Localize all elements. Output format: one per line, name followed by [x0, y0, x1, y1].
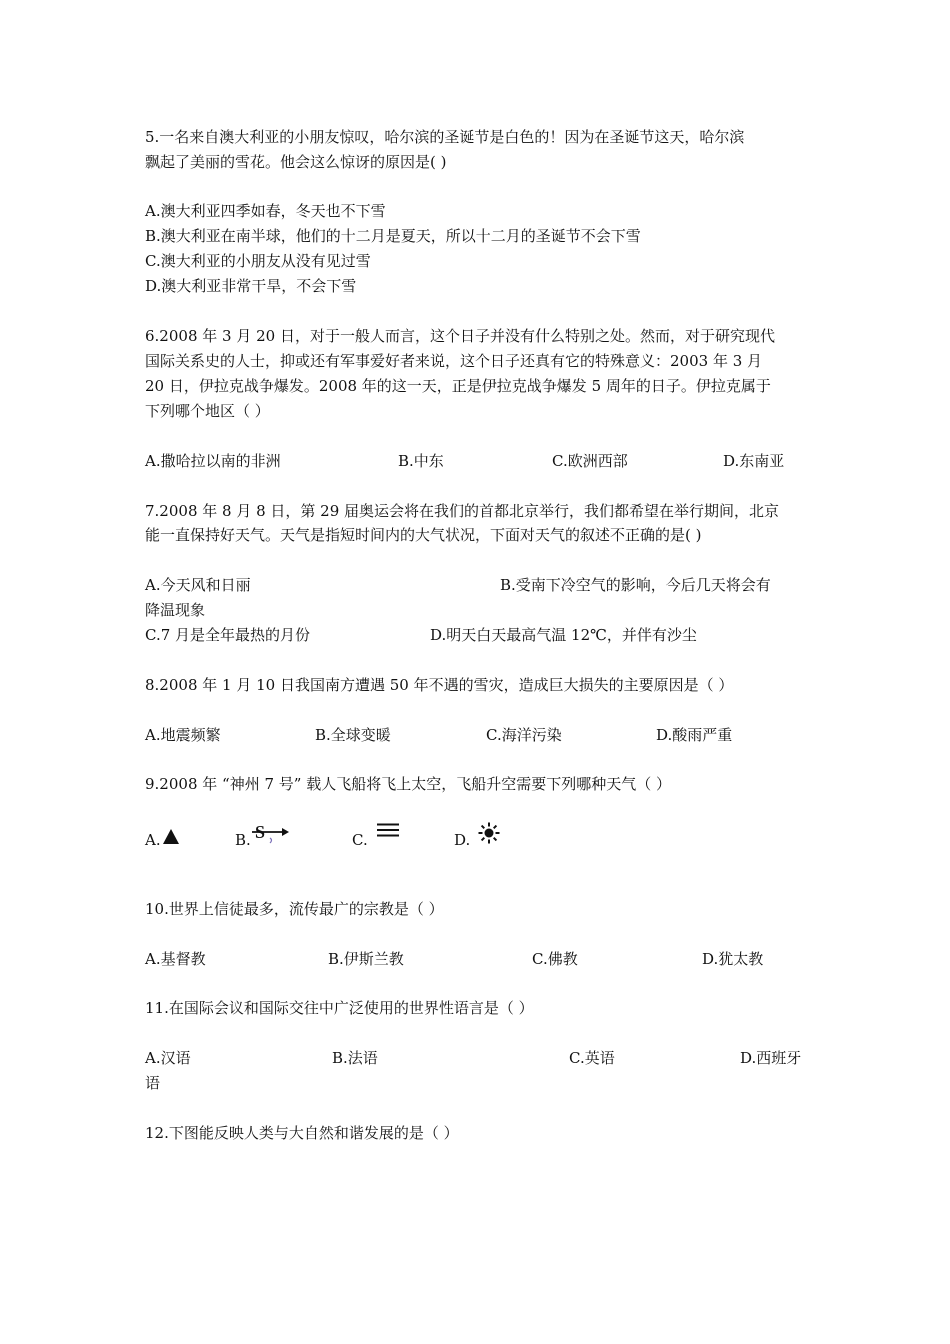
q10-option-c: C.佛教	[532, 950, 578, 968]
q7-option-a: A.今天风和日丽	[145, 576, 251, 594]
q7-option-c: C.7 月是全年最热的月份	[145, 626, 311, 644]
q8-stem: 8.2008 年 1 月 10 日我国南方遭遇 50 年不遇的雪灾，造成巨大损失的主要原因是（ ）	[145, 676, 734, 694]
q7-stem-line-1: 7.2008 年 8 月 8 日，第 29 届奥运会将在我们的首都北京举行，我们都希望在举行期间，北京	[145, 502, 780, 520]
q8-option-b: B.全球变暖	[315, 726, 391, 744]
q7-option-b: B.受南下冷空气的影响，今后几天将会有	[500, 576, 771, 594]
q6-stem-line-2: 国际关系史的人士，抑或还有军事爱好者来说，这个日子还真有它的特殊意义：2003 年 3 月	[145, 352, 763, 370]
q11-option-a: A.汉语	[145, 1049, 191, 1067]
q11-stem: 11.在国际会议和国际交往中广泛使用的世界性语言是（ ）	[145, 999, 534, 1017]
q6-stem-line-4: 下列哪个地区（ ）	[145, 402, 270, 420]
fog-lines-icon	[376, 822, 400, 838]
q11-option-c: C.英语	[569, 1049, 615, 1067]
q9-option-b: B.	[235, 831, 251, 849]
q5-option-d: D.澳大利亚非常干旱，不会下雪	[145, 277, 357, 295]
q7-option-d: D.明天白天最高气温 12℃，并伴有沙尘	[430, 626, 697, 644]
q8-option-a: A.地震频繁	[145, 726, 221, 744]
q11-option-b: B.法语	[332, 1049, 378, 1067]
q5-stem-line-2: 飘起了美丽的雪花。他会这么惊讶的原因是( )	[145, 153, 447, 171]
q9-option-d: D.	[454, 831, 471, 849]
q5-option-a: A.澳大利亚四季如春，冬天也不下雪	[145, 202, 386, 220]
q7-option-b-continued: 降温现象	[145, 601, 206, 619]
q9-option-c: C.	[352, 831, 368, 849]
q5-stem-line-1: 5.一名来自澳大利亚的小朋友惊叹，哈尔滨的圣诞节是白色的！因为在圣诞节这天，哈尔滨	[145, 128, 745, 146]
q10-stem: 10.世界上信徒最多，流传最广的宗教是（ ）	[145, 900, 444, 918]
q9-option-a: A.	[145, 831, 161, 849]
q11-option-d-continued: 语	[145, 1074, 161, 1092]
q6-option-d: D.东南亚	[723, 452, 785, 470]
sandstorm-letter: S	[255, 822, 266, 842]
q11-option-d: D.西班牙	[740, 1049, 802, 1067]
sandstorm-symbol-icon	[252, 822, 290, 844]
q10-option-d: D.犹太教	[702, 950, 764, 968]
q8-option-c: C.海洋污染	[486, 726, 562, 744]
sun-icon	[478, 822, 500, 844]
q6-stem-line-1: 6.2008 年 3 月 20 日，对于一般人而言，这个日子并没有什么特别之处。然而，对于研究现代	[145, 327, 775, 345]
q10-option-a: A.基督教	[145, 950, 206, 968]
q10-option-b: B.伊斯兰教	[328, 950, 404, 968]
q6-option-c: C.欧洲西部	[552, 452, 628, 470]
triangle-mountain-icon	[162, 828, 180, 846]
q5-option-b: B.澳大利亚在南半球，他们的十二月是夏天，所以十二月的圣诞节不会下雪	[145, 227, 641, 245]
q5-option-c: C.澳大利亚的小朋友从没有见过雪	[145, 252, 371, 270]
q12-stem: 12.下图能反映人类与大自然和谐发展的是（ ）	[145, 1124, 459, 1142]
q7-stem-line-2: 能一直保持好天气。天气是指短时间内的大气状况，下面对天气的叙述不正确的是( )	[145, 526, 702, 544]
q6-option-a: A.撒哈拉以南的非洲	[145, 452, 281, 470]
q6-stem-line-3: 20 日，伊拉克战争爆发。2008 年的这一天，正是伊拉克战争爆发 5 周年的日子。伊拉克属于	[145, 377, 771, 395]
q6-option-b: B.中东	[398, 452, 444, 470]
q8-option-d: D.酸雨严重	[656, 726, 733, 744]
q9-stem: 9.2008 年 “神州 7 号” 载人飞船将飞上太空，飞船升空需要下列哪种天气（ ）	[145, 775, 671, 793]
